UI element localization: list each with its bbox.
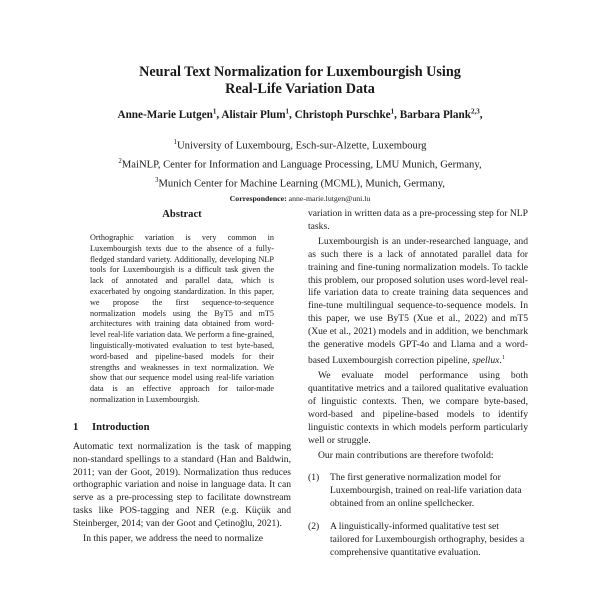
abstract-text: Orthographic variation is very common in Luxembourgish texts due to the absence of a fully-fledged standard variety. Additionally, developing NLP tools for Luxembourgish is a difficult task given the lack of annotated and parallel data, which is exacerbated by ongoing standardization. In this paper, we propose the first sequence-to-sequence normalization models using the ByT5 and mT5 architectures with training data obtained from word-level real-life variation data. We perform a fine-grained, linguistically-motivated evaluation to test byte-based, word-based and pipeline-based models for their strengths and weaknesses in text normalization. We show that our sequence model using real-life variation data is an effective approach for tailor-made normalization in Luxembourgish.: [90, 233, 274, 404]
right-paragraph-1: Luxembourgish is an under-researched language, and as such there is a lack of annotated parallel data for training and fine-tuning normalization models. To tackle this problem, our proposed solution uses word-level real-life variation data to create training data sequences and fine-tune multilingual sequence-to-sequence models. In this paper, we use ByT5 (Xue et al., 2022) and mT5 (Xue et al., 2021) models and in addition, we benchmark the generative models GPT-4o and Llama and a word-based Luxembourgish correction pipeline, spellux.$^1$: [308, 235, 528, 367]
right-paragraph-0: variation in written data as a pre-processing step for NLP tasks.: [308, 208, 528, 232]
footnote-marker: 1: [501, 354, 505, 361]
author-4: Barbara Plank$^{2,3}$: [399, 107, 480, 121]
author-1: Anne-Marie Lutgen$^1$: [117, 107, 217, 121]
left-column: [73, 208, 291, 546]
intro-paragraph-2: In this paper, we address the need to normalize: [83, 533, 263, 545]
spellux-name: spellux: [472, 355, 500, 367]
contribution-1: (1) The first generative normalization model for Luxembourgish, trained on real-life variation data obtained from an online spellchecker.: [308, 472, 522, 510]
affiliation-2: $^2$MaiNLP, Center for Information and Language Processing, LMU Munich, Germany,: [118, 156, 482, 171]
affiliations: [40, 135, 560, 206]
affiliation-3: $^3$Munich Center for Machine Learning (MCML), Munich, Germany,: [155, 175, 445, 190]
author-3: Christoph Purschke$^1$: [294, 107, 395, 121]
paper-title: [100, 64, 500, 98]
section-heading-introduction: 1 Introduction: [73, 421, 150, 433]
author-2: Alistair Plum$^1$: [221, 107, 290, 121]
intro-paragraph-1: Automatic text normalization is the task of mapping non-standard spellings to a standard (Han and Baldwin, 2011; van der Goot, 2019). Normalization thus reduces orthographic variation and noise in language data. It can serve as a pre-processing step to facilitate downstream tasks like POS-tagging and NER (e.g. Küçük and Steinberger, 2014; van der Goot and Çetinoğlu, 2021).: [73, 440, 291, 530]
abstract-heading: Abstract: [162, 209, 202, 220]
right-paragraph-2: We evaluate model performance using both quantitative metrics and a tailored qualitative evaluation of linguistic contexts. Then, we compare byte-based, word-based and pipeline-based models to identify linguistic contexts in which models perform particularly well or struggle.: [308, 370, 528, 446]
author-list: Anne-Marie Lutgen$^1$, Alistair Plum$^1$, Christoph Purschke$^1$, Barbara Plank$^{2,3}$,: [117, 107, 483, 121]
contribution-2: (2) A linguistically-informed qualitative test set tailored for Luxembourgish orthography, besides a comprehensive quantitative evaluation.: [308, 521, 525, 558]
right-paragraph-3: Our main contributions are therefore twofold:: [318, 449, 494, 461]
correspondence: Correspondence: anne-marie.lutgen@uni.lu: [229, 193, 371, 203]
title-line-2: Real-Life Variation Data: [225, 81, 375, 97]
right-column: [308, 208, 528, 560]
title-line-1: Neural Text Normalization for Luxembourgish Using: [139, 64, 461, 80]
affiliation-1: $^1$University of Luxembourg, Esch-sur-Alzette, Luxembourg: [173, 138, 427, 152]
correspondence-email[interactable]: anne-marie.lutgen@uni.lu: [288, 193, 371, 203]
